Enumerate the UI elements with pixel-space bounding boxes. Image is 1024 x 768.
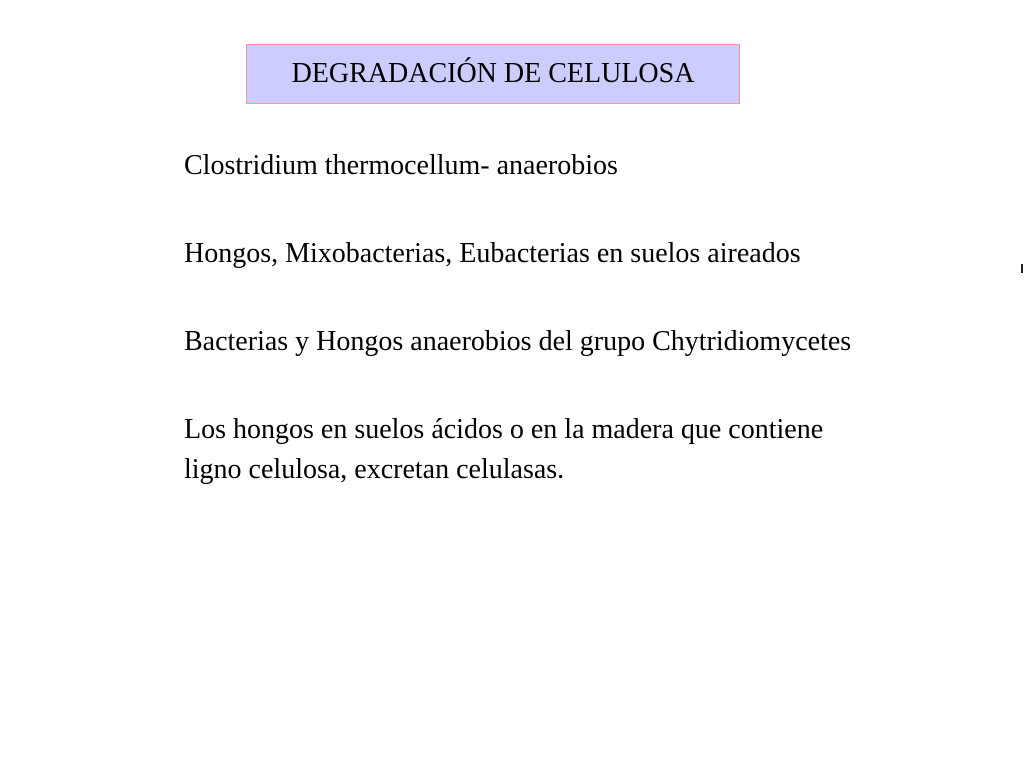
slide-body xyxy=(184,146,884,490)
paragraph-clostridium: Clostridium thermocellum- anaerobios xyxy=(184,150,618,181)
paragraph-hongos-mixobacterias: Hongos, Mixobacterias, Eubacterias en suelos aireados xyxy=(184,238,801,269)
slide-title: DEGRADACIÓN DE CELULOSA xyxy=(291,58,695,89)
paragraph-bacterias-chytridiomycetes: Bacterias y Hongos anaerobios del grupo Chytridiomycetes xyxy=(184,326,852,357)
edge-mark xyxy=(1021,264,1023,273)
paragraph-hongos-celulasas: Los hongos en suelos ácidos o en la madera que contiene ligno celulosa, excretan celulasas. xyxy=(184,414,824,485)
slide-title-box xyxy=(246,44,740,104)
